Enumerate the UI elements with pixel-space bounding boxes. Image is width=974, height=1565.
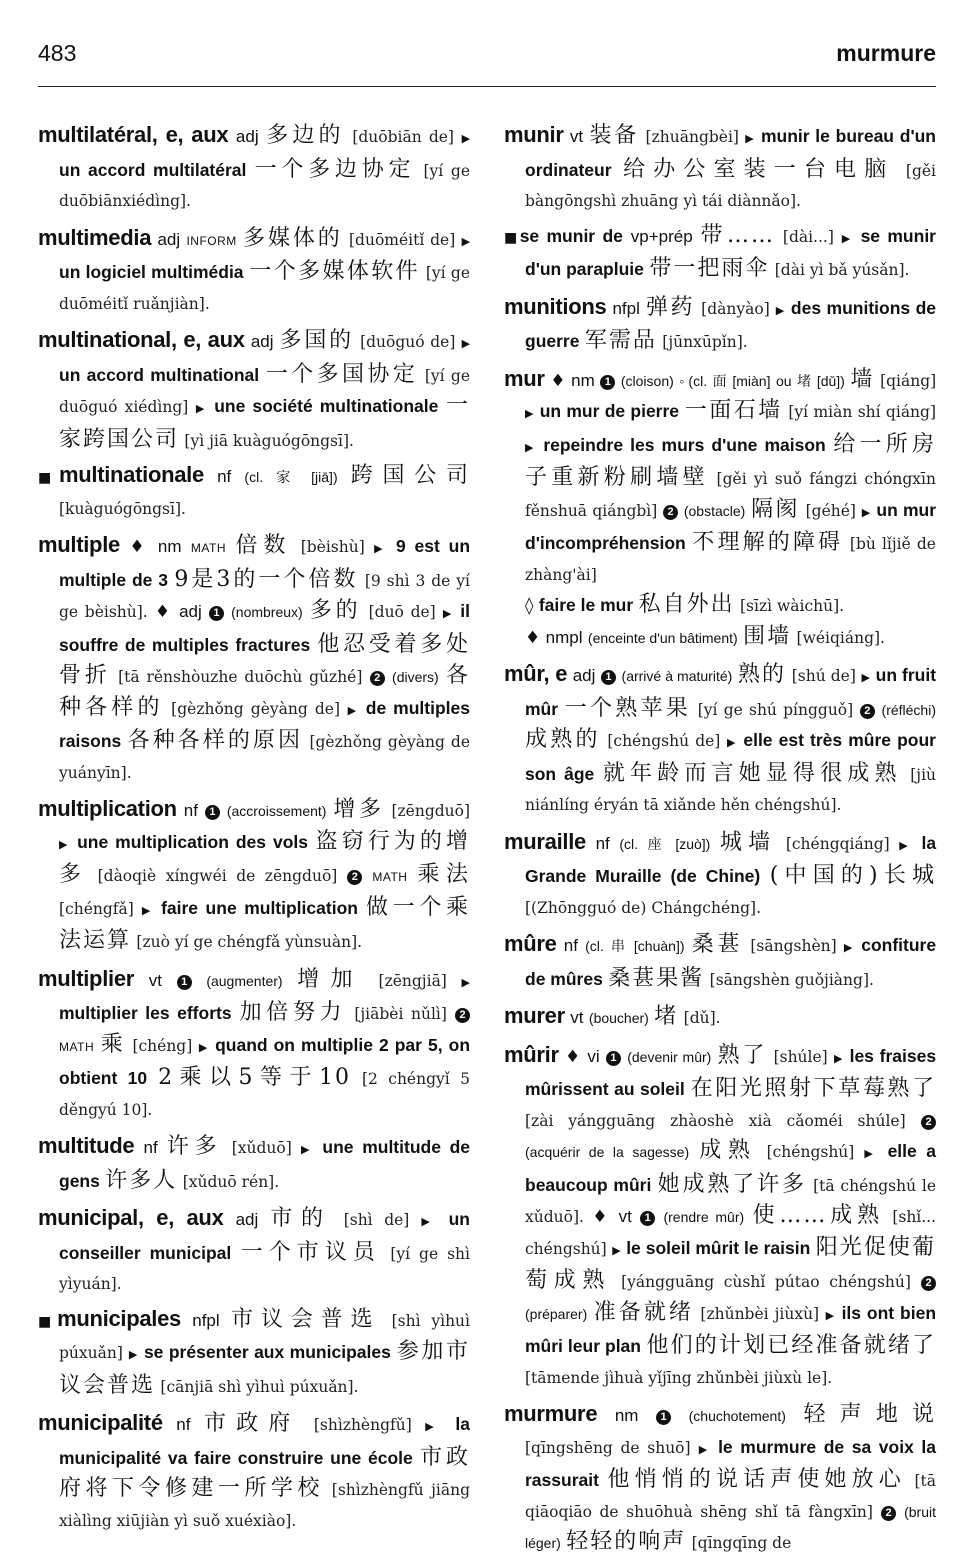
triangle-icon: ▶ [421,1215,437,1228]
diamond-icon: ♦ [565,1046,582,1067]
dictionary-entry: murmure nm 1 (chuchotement) 轻声地说 [qīngshēng de shuō] ▶ le murmure de sa voix la rassurait 他悄悄的说话声使她放心 [tā qiāoqiāo de shuōhuà shēng shǐ tā fàngxīn] 2 (bruit léger) 轻轻的响声 [qīngqīng de [504,1401,937,1554]
triangle-icon: ▶ [612,1243,621,1257]
triangle-icon: ▶ [347,703,359,717]
diamond-icon: ♦ [129,537,149,557]
triangle-icon: ▶ [861,505,871,519]
sense-number: 1 [601,670,616,685]
sense-number: 1 [600,375,615,390]
dictionary-entry: multinational, e, aux adj 多国的 [duōguó de] ▶ un accord multinational 一个多国协定 [yí ge duōguó xiédìng] ▶ une société multinationale 一家跨国公司 [yì jiā kuàguógōngsī]. [38,327,471,452]
dictionary-entry: munir vt 装备 [zhuāngbèi] ▶ munir le bureau d'un ordinateur 给办公室装一台电脑 [gěi bàngōngshì zhuāng yì tái diànnǎo]. [504,122,936,210]
triangle-icon: ▶ [198,1040,209,1054]
headword: mur [504,365,545,391]
triangle-icon: ▶ [698,1442,710,1456]
square-bullet-icon: ■ [504,229,520,246]
dictionary-subentry: ■municipales nfpl 市议会普选 [shì yìhuì púxuǎn] ▶ se présenter aux municipales 参加市议会普选 [cānjiā shì yìhuì púxuǎn]. [38,1305,470,1398]
dictionary-entry: municipal, e, aux adj 市的 [shì de] ▶ un conseiller municipal 一个市议员 [yí ge shì yìyuán]. [38,1205,470,1293]
dictionary-subentry: ■multinationale nf (cl. 家 [jiā]) 跨国公司 [kuàguógōngsī]. [38,462,471,518]
triangle-icon: ▶ [59,837,70,851]
triangle-icon: ▶ [745,132,755,145]
triangle-icon: ▶ [374,542,387,555]
headword: multiplication [38,796,177,821]
triangle-icon: ▶ [727,736,737,749]
dictionary-entry: mur ♦ nm 1 (cloison) ◦ (cl. 面 [miàn] ou 堵 [dǔ]) 墙 [qiáng] ▶ un mur de pierre 一面石墙 [yí miàn shí qiáng] ▶ repeindre les murs d'une maison 给一所房子重新粉刷墙壁 [gěi yì suǒ fángzi chóngxīn fěnshuā qiángbì] 2 (obstacle) 隔阂 [géhé] ▶ un mur d'incompréhension 不理解的障碍 [bù lǐjiě de zhàng'ài] ◊ faire le mur 私自外出 [sīzì wàichū]. ♦ nmpl (enceinte d'un bâtiment) 围墙 [wéiqiáng]. [504,365,937,649]
triangle-icon: ▶ [461,975,471,989]
triangle-icon: ▶ [461,234,471,248]
headword: municipales [57,1305,181,1331]
triangle-icon: ▶ [300,1143,314,1156]
headword: murer [504,1003,565,1028]
sense-number: 2 [370,671,385,686]
page-number: 483 [38,40,77,66]
headword: mûrir [504,1041,559,1067]
diamond-icon: ♦ [592,1207,611,1227]
diamond-icon: ♦ [525,627,541,648]
headword: mûr, e [504,661,568,686]
page-header [38,38,936,87]
sense-number: 1 [606,1051,621,1066]
dictionary-entry: multiple ♦ nm MATH 倍数 [bèishù] ▶ 9 est un multiple de 3 9是3的一个倍数 [9 shì 3 de yí ge bèishù]. ♦ adj 1 (nombreux) 多的 [duō de] ▶ il souffre de multiples fractures 他忍受着多处骨折 [tā rěnshòuzhe duōchù gǔzhé] 2 (divers) 各种各样的 [gèzhǒng gèyàng de] ▶ de multiples raisons 各种各样的原因 [gèzhǒng gèyàng de yuányīn]. [38,532,471,782]
headword: multinationale [58,462,204,487]
triangle-icon: ▶ [128,1348,138,1361]
headword: multitude [38,1133,135,1158]
sense-number: 1 [205,805,220,820]
triangle-icon: ▶ [525,440,536,454]
headword: muraille [504,828,586,854]
triangle-icon: ▶ [843,941,855,954]
triangle-icon: ▶ [825,1308,836,1322]
triangle-icon: ▶ [864,1147,878,1160]
dictionary-entry: multiplication nf 1 (accroissement) 增多 [zēngduō] ▶ une multiplication des vols 盗窃行为的增多 [dàoqiè xíngwéi de zēngduō] 2 MATH 乘法 [chéngfǎ] ▶ faire une multiplication 做一个乘法运算 [zuò yí ge chéngfǎ yùnsuàn]. [38,796,471,953]
dictionary-entry: multiplier vt 1 (augmenter) 增加 [zēngjiā] ▶ multiplier les efforts 加倍努力 [jiābèi nǔlì] 2 MATH 乘 [chéng] ▶ quand on multiplie 2 par 5, on obtient 10 2乘以5等于10 [2 chéngyǐ 5 děngyú 10]. [38,965,471,1119]
sense-number: 2 [663,505,678,520]
headword: multiplier [38,965,135,991]
dictionary-entry: murer vt (boucher) 堵 [dǔ]. [504,1003,721,1029]
dictionary-entry: mûr, e adj 1 (arrivé à maturité) 熟的 [shú de] ▶ un fruit mûr 一个熟苹果 [yí ge shú píngguǒ] 2 (réfléchi) 成熟的 [chéngshú de] ▶ elle est très mûre pour son âge 就年龄而言她显得很成熟 [jiù niánlíng éryán tā xiǎnde hěn chéngshú]. [504,661,937,814]
diamond-icon: ♦ [154,602,172,622]
square-bullet-icon: ■ [38,470,59,486]
sense-number: 1 [209,606,224,621]
dictionary-entry: mûre nf (cl. 串 [chuàn]) 桑葚 [sāngshèn] ▶ confiture de mûres 桑葚果酱 [sāngshèn guǒjiàng]. [504,931,937,991]
headword: munitions [504,293,607,319]
headword: municipalité [38,1410,163,1435]
right-column [504,120,936,1565]
dictionary-entry: multitude nf 许多 [xǔduō] ▶ une multitude de gens 许多人 [xǔduō rén]. [38,1133,471,1193]
headword: municipal, e, aux [38,1205,224,1230]
triangle-icon: ▶ [775,303,785,317]
triangle-icon: ▶ [899,838,912,852]
triangle-icon: ▶ [442,607,454,620]
lozenge-icon: ◊ [525,596,534,616]
triangle-icon: ▶ [841,231,853,245]
sense-number: 2 [921,1115,936,1130]
sense-number: 1 [177,975,192,990]
headword: multilatéral, e, aux [38,122,229,147]
headword: se munir de [519,225,623,246]
triangle-icon: ▶ [525,407,534,420]
dictionary-entry: munitions nfpl 弹药 [dànyào] ▶ des munitions de guerre 军需品 [jūnxūpǐn]. [504,293,937,353]
sense-number: 2 [921,1276,936,1291]
sense-number: 2 [347,870,362,885]
diamond-icon: ♦ [550,370,566,391]
triangle-icon: ▶ [461,132,471,145]
headword: murmure [504,1401,598,1426]
dictionary-entry: multimedia adj INFORM 多媒体的 [duōméitǐ de] ▶ un logiciel multimédia 一个多媒体软件 [yí ge duōméitǐ ruǎnjiàn]. [38,224,471,313]
headword: multimedia [38,224,152,250]
dictionary-entry: multilatéral, e, aux adj 多边的 [duōbiān de] ▶ un accord multilatéral 一个多边协定 [yí ge duōbiānxiédìng]. [38,122,471,210]
sense-number: 1 [656,1410,671,1425]
sense-number: 2 [455,1008,470,1023]
left-column [38,120,470,1542]
sense-number: 2 [881,1506,896,1521]
dictionary-entry: mûrir ♦ vi 1 (devenir mûr) 熟了 [shúle] ▶ les fraises mûrissent au soleil 在阳光照射下草莓熟了 [zài yángguāng zhàoshè xià cǎoméi shúle] 2 (acquérir de la sagesse) 成熟 [chéngshú] ▶ elle a beaucoup mûri 她成熟了许多 [tā chéngshú le xǔduō]. ♦ vt 1 (rendre mûr) 使……成熟 [shǐ... chéngshú] ▶ le soleil mûrit le raisin 阳光促使葡萄成熟 [yángguāng cùshǐ pútao chéngshú] 2 (préparer) 准备就绪 [zhǔnbèi jiùxù] ▶ ils ont bien mûri leur plan 他们的计划已经准备就绪了 [tāmende jìhuà yǐjīng zhǔnbèi jiùxù le]. [504,1041,937,1387]
headword: multinational, e, aux [38,327,245,352]
dictionary-entry: municipalité nf 市政府 [shìzhèngfǔ] ▶ la municipalité va faire construire une école 市政府将下令修建一所学校 [shìzhèngfǔ jiāng xiàlìng xiūjiàn yì suǒ xuéxiào]. [38,1410,470,1530]
dictionary-entry: muraille nf (cl. 座 [zuò]) 城墙 [chéngqiáng] ▶ la Grande Muraille (de Chine) (中国的)长城 [(Zhōngguó de) Chángchéng]. [504,828,937,917]
sense-number: 2 [860,704,875,719]
running-head: murmure [836,40,936,66]
triangle-icon: ▶ [425,1420,442,1433]
triangle-icon: ▶ [195,402,207,415]
triangle-icon: ▶ [861,671,871,684]
dictionary-subentry: ■se munir de vp+prép 带…… [dài...] ▶ se munir d'un parapluie 带一把雨伞 [dài yì bǎ yúsǎn]. [504,222,936,281]
triangle-icon: ▶ [461,337,471,350]
triangle-icon: ▶ [141,903,154,917]
headword: multiple [38,532,120,557]
triangle-icon: ▶ [833,1051,844,1065]
headword: munir [504,122,564,147]
headword: mûre [504,931,557,956]
square-bullet-icon: ■ [38,1313,58,1330]
sense-number: 1 [640,1211,655,1226]
